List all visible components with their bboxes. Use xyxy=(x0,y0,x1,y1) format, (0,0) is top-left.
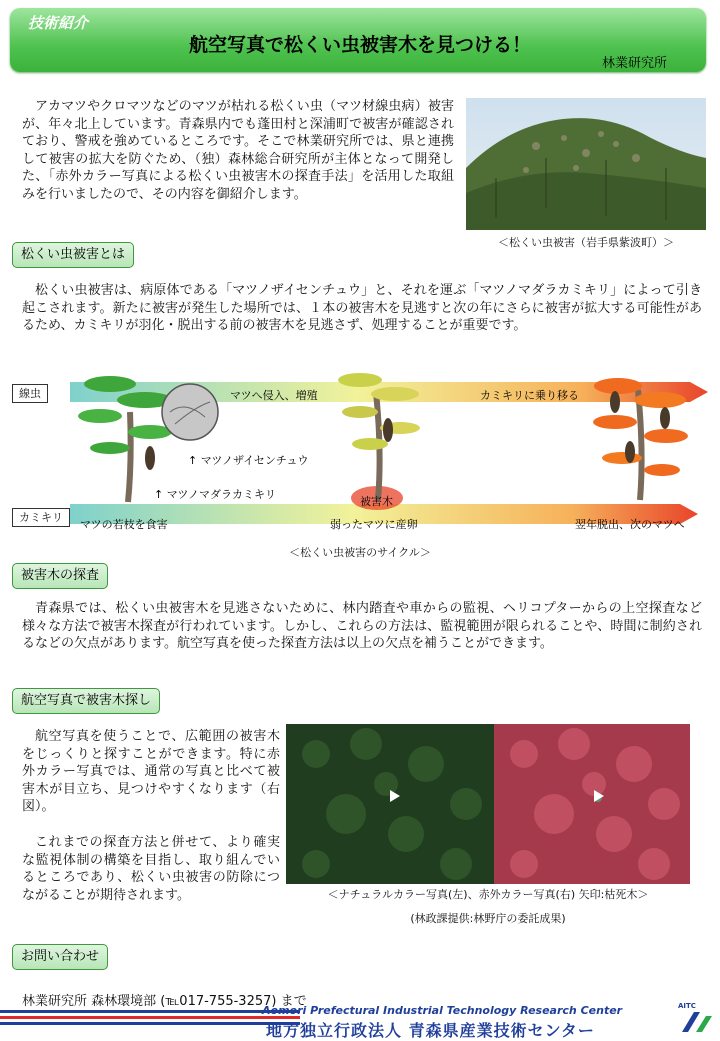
organization-name: 林業研究所 xyxy=(602,56,668,71)
section-heading-aerial: 航空写真で被害木探し xyxy=(12,688,160,714)
aitc-logo xyxy=(676,1002,714,1036)
arrow-label-transfer: カミキリに乗り移る xyxy=(480,389,579,402)
section-aerial-text-1: 航空写真を使うことで、広範囲の被害木をじっくりと探すことができます。特に赤外カラー写真では、通常の写真と比べて被害木が目立ち、見つけやすくなります（右図）。 xyxy=(22,729,280,814)
section-aerial-text-2: これまでの探査方法と併せて、より確実な監視体制の構築を目指し、取り組んでいるところであり、松くい虫被害の防除につながることが期待されます。 xyxy=(22,835,280,903)
row-label-beetle: カミキリ xyxy=(12,508,70,527)
aitc-logo-text: AITC xyxy=(678,1002,696,1010)
natural-color-photo xyxy=(286,724,494,884)
footer-english-name: Aomori Prefectural Industrial Technology Research Center xyxy=(262,1004,623,1017)
section-heading-survey: 被害木の探査 xyxy=(12,563,108,589)
intro-text: アカマツやクロマツなどのマツが枯れる松くい虫（マツ材線虫病）被害が、年々北上しています。青森県内でも蓬田村と深浦町で被害が確認されており、警戒を強めているところです。そこで林業研究所では、県と連携して被害の拡大を防ぐため、（独）森林総合研究所が主体となって開発した、「赤外カラー写真による松くい虫被害木の探査手法」を活用した取組みを行いましたので、その内容を御紹介します。 xyxy=(22,99,454,202)
section-survey-text: 青森県では、松くい虫被害木を見逃さないために、林内踏査や車からの監視、ヘリコプターからの上空探査など様々な方法で被害木探査が行われています。しかし、これらの方法は、監視範囲が限られることや、時間に制約されるなどの欠点があります。航空写真を使った探査方法は以上の欠点を補うことができます。 xyxy=(22,601,702,651)
beetle-1 xyxy=(145,446,155,470)
section-heading-damage: 松くい虫被害とは xyxy=(12,242,134,268)
cycle-caption: ＜松くい虫被害のサイクル＞ xyxy=(289,546,431,559)
infrared-color-photo xyxy=(494,724,690,884)
arrow-label-emerge: 翌年脱出、次のマツへ xyxy=(575,518,685,531)
section-damage-text: 松くい虫被害は、病原体である「マツノザイセンチュウ」と、それを運ぶ「マツノマダラカミキリ」によって引き起こされます。新たに被害が発生した場所では、１本の被害木を見逃すと次の年にさらに被害が拡大する可能性があるため、カミキリが羽化・脱出する前の被害木を見逃さず、処理することが重要です。 xyxy=(22,283,702,333)
contact-text: 林業研究所 森林環境部 (℡017-755-3257) まで xyxy=(22,994,307,1009)
forest-damage-photo xyxy=(466,98,706,230)
footer-japanese-name: 地方独立行政法人 青森県産業技術センター xyxy=(266,1021,595,1040)
aerial-photo-caption: ＜ナチュラルカラー写真(左)、赤外カラー写真(右) 矢印:枯死木＞ xyxy=(327,888,649,901)
aerial-photo-credit: (林政課提供:林野庁の委託成果) xyxy=(410,912,566,925)
section-heading-contact: お問い合わせ xyxy=(12,944,108,970)
intro-photo-caption: ＜松くい虫被害（岩手県紫波町）＞ xyxy=(498,236,674,249)
arrow-label-feeding: マツの若枝を食害 xyxy=(80,518,168,531)
label-beetle: ↑ マツノマダラカミキリ xyxy=(154,488,276,501)
page-title: 航空写真で松くい虫被害木を見つける！ xyxy=(188,34,531,56)
label-damaged-tree: 被害木 xyxy=(360,495,393,508)
label-nematode: ↑ マツノザイセンチュウ xyxy=(188,454,309,467)
category-label: 技術紹介 xyxy=(28,14,89,32)
footer-stripes xyxy=(0,1010,300,1025)
arrow-label-invade: マツへ侵入、増殖 xyxy=(230,389,318,402)
row-label-nematode: 線虫 xyxy=(12,384,48,403)
arrow-label-spawning: 弱ったマツに産卵 xyxy=(330,518,418,531)
